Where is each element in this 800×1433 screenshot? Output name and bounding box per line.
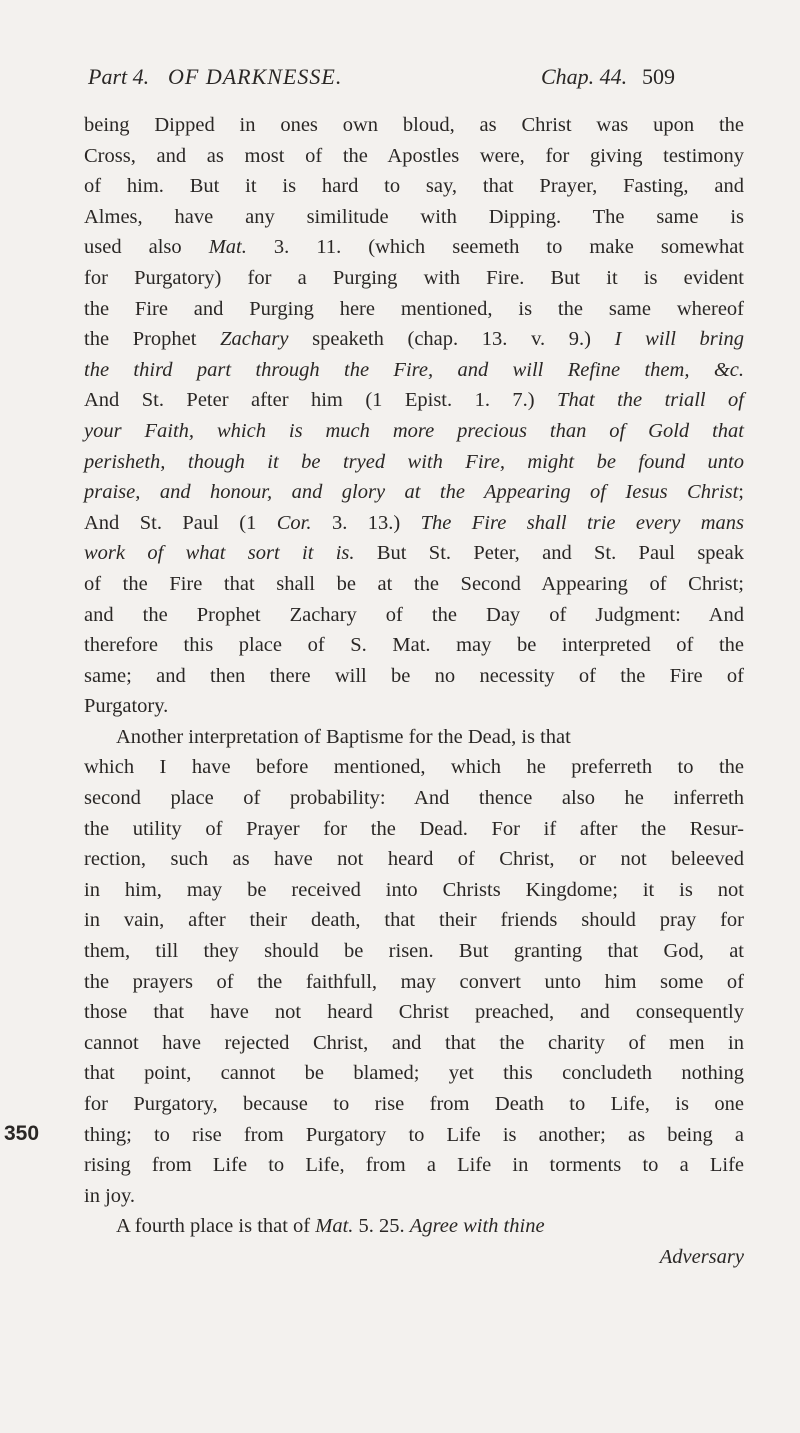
text-segment: of the Fire that shall be at the Second Appearing of Christ; xyxy=(84,572,744,595)
text-line xyxy=(84,661,744,692)
text-segment: perisheth, though it be tryed with Fire, might be found unto xyxy=(84,450,744,473)
text-line xyxy=(84,171,744,202)
text-segment: therefore this place of S. Mat. may be interpreted of the xyxy=(84,634,744,657)
text-line xyxy=(84,691,744,722)
text-line xyxy=(84,814,744,845)
body-text xyxy=(84,110,744,1273)
text-segment: which I have before mentioned, which he preferreth to the xyxy=(84,756,744,779)
text-line xyxy=(84,1089,744,1120)
margin-line-number: 350 xyxy=(4,1122,40,1145)
text-segment: Cor. xyxy=(276,511,312,534)
text-segment: the prayers of the faithfull, may convert unto him some of xyxy=(84,970,744,993)
text-line xyxy=(84,508,744,539)
text-segment: same; and then there will be no necessity of the Fire of xyxy=(84,664,744,687)
text-line xyxy=(84,967,744,998)
text-segment: speaketh (chap. 13. v. 9.) xyxy=(288,328,615,351)
text-segment: the third part through the Fire, and will Refine them, &c. xyxy=(84,358,744,381)
text-line xyxy=(84,294,744,325)
text-segment: used also xyxy=(84,236,209,259)
part-label: Part 4. xyxy=(88,64,150,89)
text-segment: the utility of Prayer for the Dead. For if after the Resur- xyxy=(84,817,744,840)
text-segment: rising from Life to Life, from a Life in torments to a Life xyxy=(84,1154,744,1177)
text-line xyxy=(84,355,744,386)
text-segment: for Purgatory) for a Purging with Fire. But it is evident xyxy=(84,266,744,289)
text-line xyxy=(84,324,744,355)
text-line xyxy=(84,783,744,814)
text-segment: 5. 25. xyxy=(353,1215,410,1238)
text-segment: I will bring xyxy=(614,328,744,351)
text-line xyxy=(84,110,744,141)
text-line xyxy=(84,936,744,967)
text-segment: Agree with thine xyxy=(409,1215,545,1238)
text-line xyxy=(84,1150,744,1181)
text-segment: the Fire and Purging here mentioned, is the same whereof xyxy=(84,297,744,320)
text-segment: ; xyxy=(738,481,744,504)
page-number: 509 xyxy=(642,64,675,89)
text-line xyxy=(84,905,744,936)
text-segment: praise, and honour, and glory at the Appearing of Iesus Christ xyxy=(84,481,739,504)
text-line xyxy=(84,141,744,172)
text-line xyxy=(84,997,744,1028)
text-segment: cannot have rejected Christ, and that the charity of men in xyxy=(84,1031,744,1054)
text-line xyxy=(84,569,744,600)
text-segment: Another interpretation of Baptisme for the Dead, is that xyxy=(116,725,571,748)
text-segment: in him, may be received into Christs Kingdome; it is not xyxy=(84,878,744,901)
text-segment: 3. 11. (which seemeth to make somewhat xyxy=(246,236,744,259)
text-line xyxy=(84,600,744,631)
text-segment: for Purgatory, because to rise from Death to Life, is one xyxy=(84,1093,744,1115)
text-segment: But St. Peter, and St. Paul speak xyxy=(354,542,744,565)
text-line xyxy=(84,477,744,508)
chapter-label: Chap. 44. xyxy=(541,64,628,89)
text-line xyxy=(84,416,744,447)
text-segment: Mat. xyxy=(208,236,247,259)
running-header xyxy=(88,64,788,104)
text-segment: of him. But it is hard to say, that Prayer, Fasting, and xyxy=(84,175,744,198)
text-line xyxy=(84,1120,744,1151)
text-segment: Adversary xyxy=(659,1245,744,1268)
text-segment: your Faith, which is much more precious than of Gold that xyxy=(84,419,744,442)
text-line xyxy=(84,263,744,294)
text-segment: work of what sort it is. xyxy=(84,542,355,565)
text-segment: That the triall of xyxy=(557,389,744,412)
text-line xyxy=(84,447,744,478)
text-line xyxy=(84,630,744,661)
text-segment: being Dipped in ones own bloud, as Christ was upon the xyxy=(84,114,744,136)
text-line xyxy=(84,1211,744,1242)
text-line xyxy=(84,1058,744,1089)
text-line xyxy=(84,202,744,233)
text-line xyxy=(84,232,744,263)
text-segment: And St. Paul (1 xyxy=(84,511,277,534)
text-segment: the Prophet xyxy=(84,328,221,351)
text-segment: thing; to rise from Purgatory to Life is another; as being a xyxy=(84,1123,744,1146)
text-line xyxy=(84,752,744,783)
text-segment: Zachary xyxy=(220,328,289,351)
text-segment: The Fire shall trie every mans xyxy=(420,511,744,534)
text-line xyxy=(84,1028,744,1059)
text-segment: and the Prophet Zachary of the Day of Judgment: And xyxy=(84,603,744,626)
text-segment: them, till they should be risen. But granting that God, at xyxy=(84,940,744,963)
text-line xyxy=(84,385,744,416)
text-segment: Mat. xyxy=(315,1215,354,1238)
text-segment: those that have not heard Christ preached, and consequently xyxy=(84,1001,744,1024)
text-line xyxy=(84,722,744,753)
text-line xyxy=(84,538,744,569)
text-segment: Cross, and as most of the Apostles were, for giving testimony xyxy=(84,144,744,167)
text-segment: Almes, have any similitude with Dipping. The same is xyxy=(84,205,744,228)
text-segment: And St. Peter after him (1 Epist. 1. 7.) xyxy=(84,389,558,412)
text-segment: in joy. xyxy=(84,1184,136,1207)
text-segment: that point, cannot be blamed; yet this concludeth nothing xyxy=(84,1062,744,1085)
text-line xyxy=(84,844,744,875)
text-segment: A fourth place is that of xyxy=(116,1215,316,1238)
text-segment: rection, such as have not heard of Christ, or not beleeved xyxy=(84,848,744,871)
text-line xyxy=(84,875,744,906)
text-segment: in vain, after their death, that their friends should pray for xyxy=(84,909,744,932)
text-segment: Purgatory. xyxy=(84,695,169,718)
text-line xyxy=(84,1242,744,1273)
text-line xyxy=(84,1181,744,1212)
running-title: OF DARKNESSE. xyxy=(168,64,343,89)
text-segment: 3. 13.) xyxy=(311,511,421,534)
text-segment: second place of probability: And thence also he inferreth xyxy=(84,787,744,810)
